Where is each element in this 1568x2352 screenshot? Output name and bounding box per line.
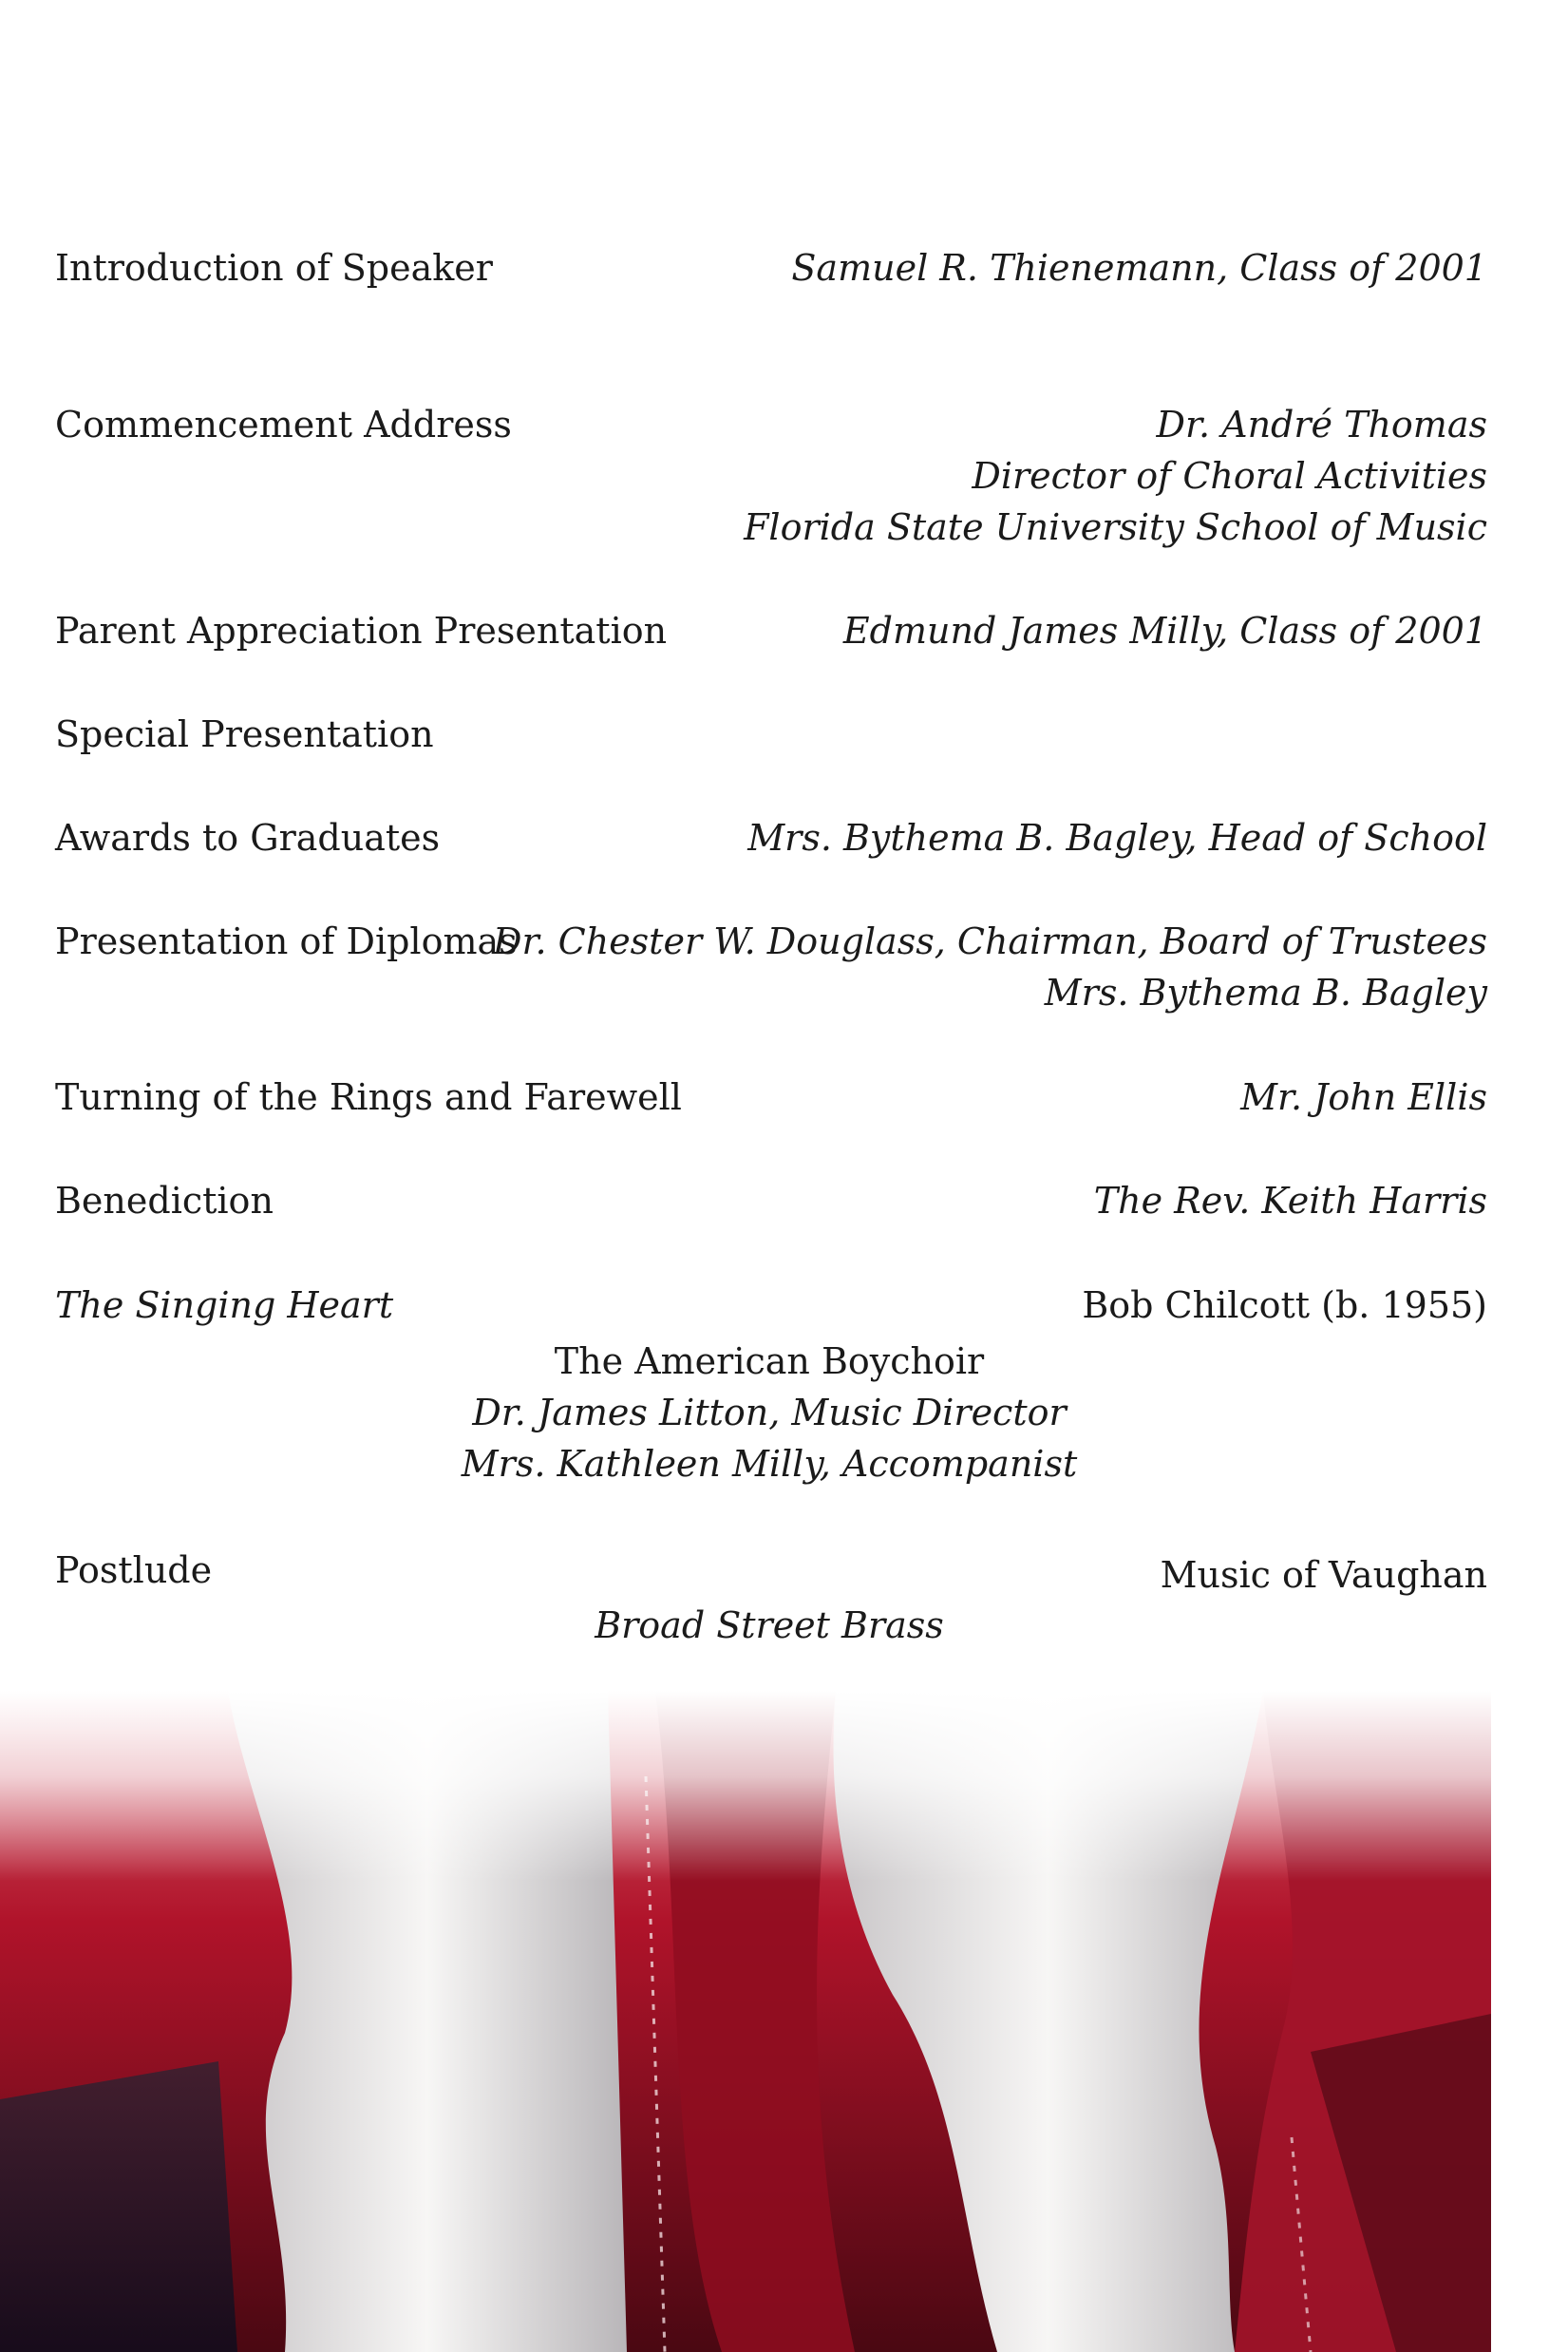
program-item-label: Commencement Address (55, 404, 512, 446)
program-item-participant (843, 605, 1487, 656)
program-item-label: Postlude (55, 1549, 213, 1591)
postlude-music: Music of Vaughan (1160, 1554, 1487, 1596)
program-item-participant (791, 242, 1487, 294)
program-item-label: Awards to Graduates (55, 817, 441, 859)
flag-fade-overlay (0, 1691, 1491, 1881)
composer: Bob Chilcott (b. 1955) (1082, 1284, 1487, 1326)
program-item-participant (1094, 1175, 1487, 1226)
american-flag-photo (0, 1691, 1491, 2352)
participant-line: Director of Choral Activities (972, 455, 1487, 497)
program-item-label: Benediction (55, 1180, 274, 1222)
participant-line: Mr. John Ellis (1240, 1076, 1487, 1118)
participant-line: Florida State University School of Music (744, 506, 1487, 548)
music-title: The Singing Heart (55, 1284, 394, 1326)
postlude-performer: Broad Street Brass (595, 1604, 944, 1646)
program-item-label: Introduction of Speaker (55, 247, 493, 289)
program-item-participant (1240, 1072, 1487, 1123)
program-item-label: Special Presentation (55, 713, 434, 755)
singing-heart-performers (0, 1336, 1539, 1489)
music-director: Dr. James Litton, Music Director (472, 1392, 1067, 1433)
program-item-participant (493, 916, 1487, 1018)
program-item-label: Presentation of Diplomas (55, 920, 518, 962)
program-item-label: Turning of the Rings and Farewell (55, 1076, 682, 1118)
accompanist: Mrs. Kathleen Milly, Accompanist (461, 1443, 1078, 1485)
program-item-participant (747, 812, 1487, 863)
performer-name: The American Boychoir (554, 1340, 985, 1382)
program-item-participant (744, 399, 1487, 553)
participant-line: Edmund James Milly, Class of 2001 (842, 610, 1487, 652)
participant-line: Samuel R. Thienemann, Class of 2001 (791, 247, 1487, 289)
participant-line: The Rev. Keith Harris (1093, 1180, 1487, 1222)
program-item-label: Parent Appreciation Presentation (55, 610, 668, 652)
participant-line: Dr. André Thomas (1156, 404, 1487, 446)
participant-line: Mrs. Bythema B. Bagley (1044, 972, 1487, 1014)
participant-line: Dr. Chester W. Douglass, Chairman, Board of Trustees (493, 920, 1487, 962)
participant-line: Mrs. Bythema B. Bagley, Head of School (747, 817, 1487, 859)
